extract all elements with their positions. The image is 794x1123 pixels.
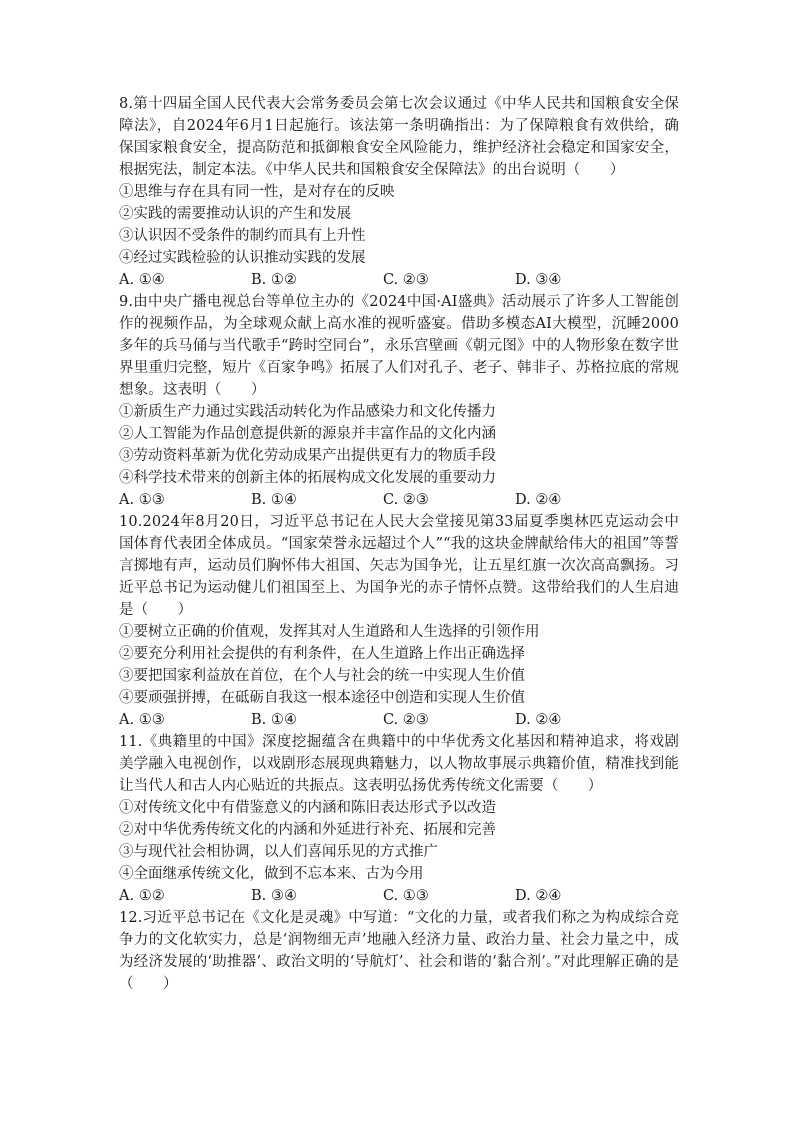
statement-item: ④科学技术带来的创新主体的拓展构成文化发展的重要动力 (119, 470, 496, 486)
question-9 (119, 291, 679, 511)
statement-item: ③与现代社会相协调，以人们喜闻乐见的方式推广 (119, 844, 438, 860)
statement-item: ①要树立正确的价值观，发挥其对人生道路和人生选择的引领作用 (119, 624, 540, 640)
answer-choice-c[interactable]: C. ②③ (383, 712, 429, 728)
answer-choices (119, 269, 679, 291)
answer-choice-a[interactable]: A. ①④ (119, 272, 165, 288)
question-stem: 11.《典籍里的中国》深度挖掘蕴含在典籍中的中华优秀文化基因和精神追求，将戏剧美学融入电视创作，以戏剧形态展现典籍魅力，以人物故事展示典籍价值，精准找到能让当代人和古人内心贴近的共振点。这表明弘扬优秀传统文化需要（ ） (119, 734, 679, 794)
answer-choice-d[interactable]: D. ③④ (515, 272, 562, 288)
question-stem: 12.习近平总书记在《文化是灵魂》中写道：“文化的力量，或者我们称之为构成综合竞争力的文化软实力，总是‘润物细无声’地融入经济力量、政治力量、社会力量之中，成为经济发展的‘助推器’、政治文明的‘导航灯’、社会和谐的‘黏合剂’。”对此理解正确的是（ ） (119, 910, 679, 992)
statement-item: ④经过实践检验的认识推动实践的发展 (119, 250, 366, 266)
answer-choice-a[interactable]: A. ①③ (119, 492, 165, 508)
question-stem: 8.第十四届全国人民代表大会常务委员会第七次会议通过《中华人民共和国粮食安全保障法》，自2024年6月1日起施行。该法第一条明确指出：为了保障粮食有效供给，确保国家粮食安全，提高防范和抵御粮食安全风险能力，维护经济社会稳定和国家安全，根据宪法，制定本法。《中华人民共和国粮食安全保障法》的出台说明（ ） (119, 96, 679, 178)
question-8 (119, 93, 679, 291)
exam-page (119, 93, 679, 995)
answer-choice-d[interactable]: D. ②④ (515, 888, 562, 904)
question-11 (119, 731, 679, 907)
question-stem: 9.由中央广播电视总台等单位主办的《2024中国·AI盛典》活动展示了许多人工智能创作的视频作品，为全球观众献上高水准的视听盛宴。借助多模态AI大模型，沉睡2000多年的兵马俑与当代歌手“跨时空同台”，永乐宫壁画《朝元图》中的人物形象在数字世界里重归完整，短片《百家争鸣》拓展了人们对孔子、老子、韩非子、苏格拉底的常规想象。这表明（ ） (119, 294, 679, 398)
answer-choice-b[interactable]: B. ①④ (251, 712, 297, 728)
answer-choices (119, 709, 679, 731)
question-12 (119, 907, 679, 995)
statement-item: ②实践的需要推动认识的产生和发展 (119, 206, 351, 222)
answer-choice-d[interactable]: D. ②④ (515, 492, 562, 508)
statement-item: ④要顽强拼搏，在砥砺自我这一根本途径中创造和实现人生价值 (119, 690, 525, 706)
statement-item: ①思维与存在具有同一性，是对存在的反映 (119, 184, 395, 200)
answer-choice-a[interactable]: A. ①② (119, 888, 165, 904)
statement-item: ②要充分利用社会提供的有利条件，在人生道路上作出正确选择 (119, 646, 525, 662)
answer-choice-a[interactable]: A. ①③ (119, 712, 165, 728)
answer-choice-c[interactable]: C. ①③ (383, 888, 429, 904)
answer-choices (119, 885, 679, 907)
statement-item: ②人工智能为作品创意提供新的源泉并丰富作品的文化内涵 (119, 426, 496, 442)
answer-choice-c[interactable]: C. ②③ (383, 272, 429, 288)
answer-choice-c[interactable]: C. ②③ (383, 492, 429, 508)
question-10 (119, 511, 679, 731)
statement-item: ③要把国家利益放在首位，在个人与社会的统一中实现人生价值 (119, 668, 525, 684)
answer-choices (119, 489, 679, 511)
statement-item: ③认识因不受条件的制约而具有上升性 (119, 228, 366, 244)
statement-item: ①新质生产力通过实践活动转化为作品感染力和文化传播力 (119, 404, 496, 420)
statement-item: ④全面继承传统文化，做到不忘本来、古为今用 (119, 866, 424, 882)
question-stem: 10.2024年8月20日，习近平总书记在人民大会堂接见第33届夏季奥林匹克运动会中国体育代表团全体成员。“国家荣誉永远超过个人”“我的这块金牌献给伟大的祖国”等誓言掷地有声，运动员们胸怀伟大祖国、矢志为国争光，让五星红旗一次次高高飘扬。习近平总书记为运动健儿们祖国至上、为国争光的赤子情怀点赞。这带给我们的人生启迪是（ ） (119, 514, 679, 618)
statement-item: ③劳动资料革新为优化劳动成果产出提供更有力的物质手段 (119, 448, 496, 464)
answer-choice-b[interactable]: B. ①② (251, 272, 297, 288)
answer-choice-b[interactable]: B. ③④ (251, 888, 297, 904)
statement-item: ①对传统文化中有借鉴意义的内涵和陈旧表达形式予以改造 (119, 800, 496, 816)
answer-choice-d[interactable]: D. ②④ (515, 712, 562, 728)
statement-item: ②对中华优秀传统文化的内涵和外延进行补充、拓展和完善 (119, 822, 496, 838)
answer-choice-b[interactable]: B. ①④ (251, 492, 297, 508)
